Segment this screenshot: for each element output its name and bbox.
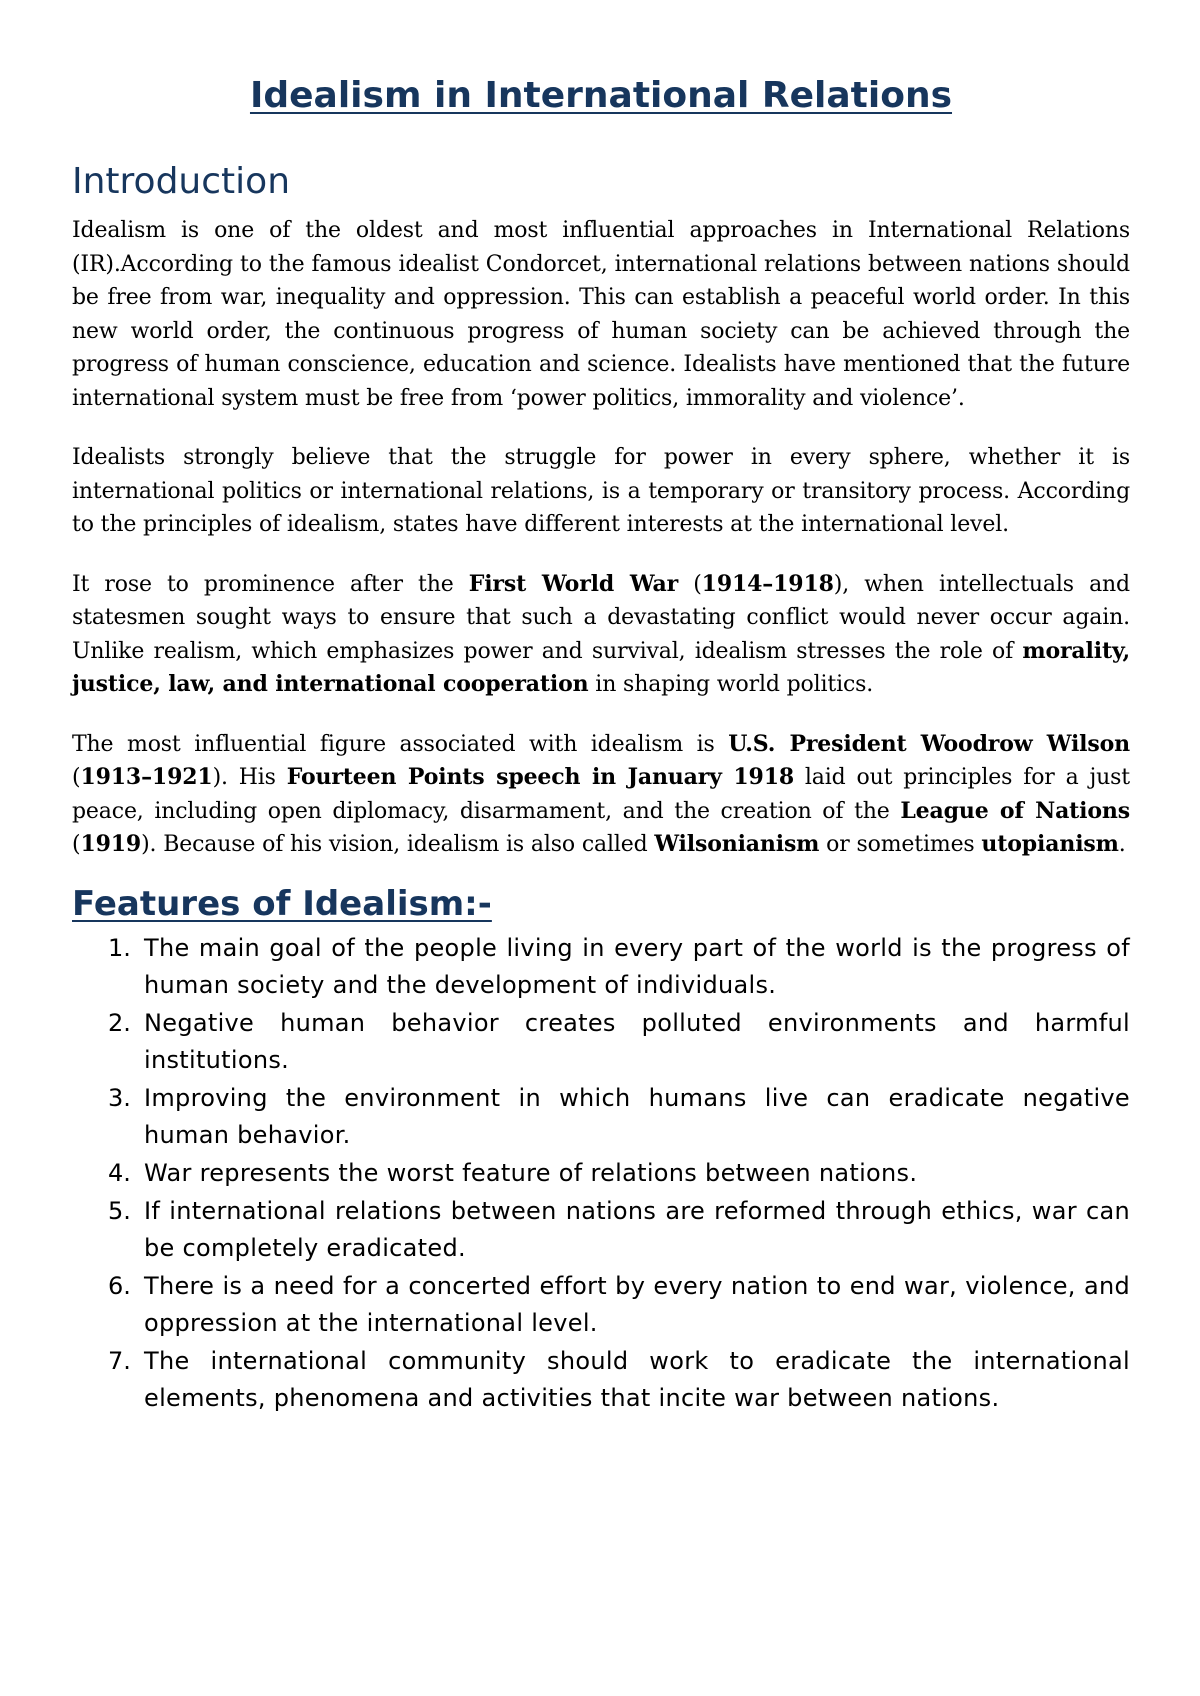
p4-text-i: .: [1118, 832, 1126, 857]
features-heading: [72, 880, 1130, 928]
p4-bold-wilsonianism: Wilsonianism: [654, 831, 820, 857]
intro-paragraph-3: [72, 568, 1130, 702]
intro-paragraph-4: [72, 728, 1130, 862]
intro-paragraph-1: Idealism is one of the oldest and most influential approaches in International Relations (IR).According to the famous idealist Condorcet, international relations between nations should be free from war, inequality and oppression. This can establish a peaceful world order. In this new world order, the continuous progress of human society can be achieved through the progress of human conscience, education and science. Idealists have mentioned that the future international system must be free from ‘power politics, immorality and violence’.: [72, 218, 1130, 411]
p4-text-d: ). His: [212, 765, 287, 790]
p3-bold-years: 1914–1918: [701, 570, 834, 597]
list-item-text: There is a need for a concerted effort by every nation to end war, violence, and oppression at the international level.: [144, 1271, 1130, 1337]
list-item-number: 2.: [108, 1008, 131, 1037]
list-item-number: 3.: [108, 1083, 131, 1112]
list-item-number: 6.: [108, 1271, 131, 1300]
list-item: [72, 1155, 1130, 1192]
intro-paragraph-2: Idealists strongly believe that the struggle for power in every sphere, whether it is international politics or international relations, is a temporary or transitory process. According to the principles of idealism, states have different interests at the international level.: [72, 445, 1130, 537]
document-title-text: Idealism in International Relations: [249, 75, 953, 116]
p4-text-h: or sometimes: [819, 832, 982, 857]
list-item-number: 4.: [108, 1158, 131, 1187]
list-item: [72, 1268, 1130, 1342]
p4-text-a: The most influential figure associated with idealism is: [72, 731, 729, 757]
list-item-text: If international relations between nations are reformed through ethics, war can be completely eradicated.: [144, 1196, 1130, 1262]
p3-bold-values: morality, justice, law, and international cooperation: [72, 637, 1130, 697]
p4-bold-term: 1913–1921: [80, 764, 213, 790]
p4-bold-utopianism: utopianism: [981, 831, 1119, 857]
features-heading-text: Features of Idealism:-: [72, 883, 492, 924]
p4-text-e: laid out principles for a just peace, including open diplomacy, disarmament, and the creation of the: [72, 765, 1130, 824]
list-item-number: 1.: [108, 933, 131, 962]
list-item: [72, 1343, 1130, 1417]
p3-text-e: in shaping world politics.: [588, 672, 874, 697]
document-title: [72, 70, 1130, 122]
p4-text-c: (: [72, 765, 81, 790]
list-item-text: The international community should work to eradicate the international elements, phenomena and activities that incite war between nations.: [144, 1346, 1130, 1412]
list-item: [72, 930, 1130, 1004]
p3-text-c: (: [678, 571, 702, 597]
p4-bold-1919: 1919: [80, 831, 142, 857]
p3-bold-first-world-war: First World War: [468, 570, 679, 597]
p4-bold-fourteen-points: Fourteen Points speech in January 1918: [286, 764, 795, 790]
list-item: [72, 1005, 1130, 1079]
introduction-heading: Introduction: [72, 161, 291, 202]
list-item-text: Negative human behavior creates polluted environments and harmful institutions.: [144, 1008, 1130, 1074]
list-item-text: Improving the environment in which humans live can eradicate negative human behavior.: [144, 1083, 1130, 1149]
list-item-number: 7.: [108, 1346, 131, 1375]
p4-text-f: (: [72, 832, 81, 857]
p4-text-g: ). Because of his vision, idealism is also called: [141, 832, 655, 857]
p3-text-a: It rose to prominence after the: [72, 571, 469, 597]
list-item: [72, 1080, 1130, 1154]
p3-text-d: ), when intellectuals and statesmen sought ways to ensure that such a devastating conflict would never occur again. Unlike realism, which emphasizes power and survival, idealism stresses the role of: [72, 571, 1130, 664]
features-list: [72, 930, 1130, 1417]
p4-bold-league: League of Nations: [900, 797, 1130, 824]
list-item: [72, 1193, 1130, 1267]
list-item-number: 5.: [108, 1196, 131, 1225]
list-item-text: War represents the worst feature of relations between nations.: [144, 1158, 918, 1187]
list-item-text: The main goal of the people living in every part of the world is the progress of human society and the development of individuals.: [144, 933, 1130, 999]
p4-bold-wilson: U.S. President Woodrow Wilson: [728, 730, 1130, 757]
